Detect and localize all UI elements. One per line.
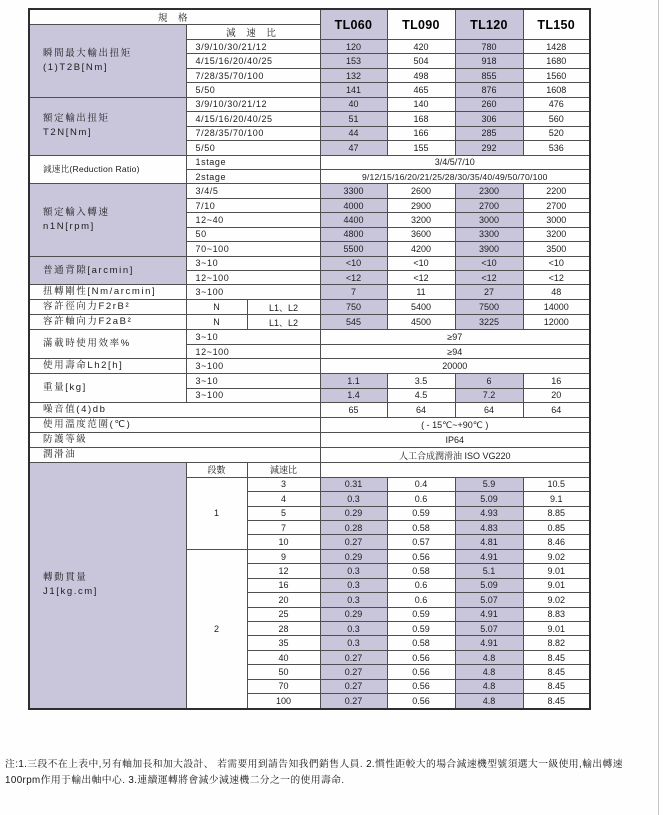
ratio-cell: 7: [247, 520, 320, 534]
stage-cell: 2stage: [186, 169, 320, 183]
unit-cell: N: [186, 300, 247, 315]
model-header-tl120: TL120: [455, 9, 523, 40]
value-cell: 0.3: [320, 593, 387, 607]
value-cell: 153: [320, 54, 387, 68]
ratio-cell: 3/4/5: [186, 184, 320, 198]
value-cell: 8.83: [523, 607, 590, 621]
ratio-cell: 3/9/10/30/21/12: [186, 97, 320, 111]
value-cell: 8.45: [523, 650, 590, 664]
value-cell: 4.91: [455, 636, 523, 650]
specification-table: [28, 8, 591, 710]
ratio-cell: 20: [247, 593, 320, 607]
value-cell-span: ≥97: [320, 330, 590, 344]
value-cell: 0.3: [320, 622, 387, 636]
value-cell: 3900: [455, 242, 523, 256]
value-cell: 0.58: [387, 636, 455, 650]
value-cell: 1.4: [320, 388, 387, 402]
value-cell: 0.27: [320, 650, 387, 664]
value-cell: 504: [387, 54, 455, 68]
value-cell: 8.45: [523, 694, 590, 709]
value-cell: 0.59: [387, 506, 455, 520]
ratio-header: 減 速 比: [186, 25, 320, 40]
value-cell: 2200: [523, 184, 590, 198]
row-label-line1: 額定輸出扭矩: [43, 113, 110, 125]
value-cell: 9.1: [523, 492, 590, 506]
value-cell-span: IP64: [320, 433, 590, 448]
ratio-header-cell: 減速比: [247, 463, 320, 477]
value-cell: 3000: [523, 213, 590, 227]
value-cell: 0.29: [320, 607, 387, 621]
row-label-service-life: 使用壽命Lh2[h]: [29, 359, 186, 374]
value-cell: 4500: [387, 315, 455, 330]
value-cell: <12: [523, 271, 590, 285]
value-cell: 9.01: [523, 622, 590, 636]
value-cell: 306: [455, 112, 523, 126]
ratio-cell: 7/28/35/70/100: [186, 126, 320, 140]
value-cell: 8.82: [523, 636, 590, 650]
value-cell: 260: [455, 97, 523, 111]
ratio-cell: 4/15/16/20/40/25: [186, 112, 320, 126]
row-label-axial-force: 容許軸向力F2aB²: [29, 315, 186, 330]
value-cell: <12: [387, 271, 455, 285]
ratio-cell: 16: [247, 578, 320, 592]
value-cell: 1608: [523, 83, 590, 97]
value-cell: 0.4: [387, 477, 455, 491]
ratio-cell: 3: [247, 477, 320, 491]
value-cell: 4000: [320, 198, 387, 212]
value-cell: 64: [455, 403, 523, 418]
value-cell: 498: [387, 68, 455, 82]
value-cell: 4.91: [455, 549, 523, 563]
value-cell: 476: [523, 97, 590, 111]
value-cell: 1560: [523, 68, 590, 82]
ratio-cell: 3~100: [186, 388, 320, 402]
value-cell: 0.29: [320, 549, 387, 563]
row-label-line2: T2N[Nm]: [43, 127, 93, 139]
value-cell: 64: [387, 403, 455, 418]
ratio-cell: 100: [247, 694, 320, 709]
row-label-reduction-ratio: 減速比(Reduction Ratio): [29, 155, 186, 184]
value-cell: 5.09: [455, 578, 523, 592]
row-label-line2: (1)T2B[Nm]: [43, 61, 109, 73]
stage-number-cell: 2: [186, 549, 247, 708]
value-cell: 64: [523, 403, 590, 418]
value-cell: 141: [320, 83, 387, 97]
ratio-cell: 12~100: [186, 271, 320, 285]
value-cell: 0.57: [387, 535, 455, 549]
value-cell: 47: [320, 141, 387, 155]
value-cell: 0.31: [320, 477, 387, 491]
value-cell: <10: [523, 256, 590, 270]
value-cell: 4.81: [455, 535, 523, 549]
value-cell: 0.29: [320, 506, 387, 520]
ratio-cell: 10: [247, 535, 320, 549]
value-cell: 0.59: [387, 607, 455, 621]
value-cell: 3500: [523, 242, 590, 256]
ratio-cell: 70: [247, 679, 320, 693]
value-cell: 3225: [455, 315, 523, 330]
ratio-cell: 3~100: [186, 285, 320, 300]
row-label-line2: n1N[rpm]: [43, 220, 95, 232]
ratio-cell: 12~100: [186, 344, 320, 358]
value-cell: 0.3: [320, 492, 387, 506]
row-label-inertia: [29, 463, 186, 709]
value-cell: 140: [387, 97, 455, 111]
value-cell: 3200: [523, 227, 590, 241]
row-label-temperature: 使用溫度范圍(℃): [29, 418, 320, 433]
value-cell: 5.07: [455, 593, 523, 607]
value-cell: 0.27: [320, 665, 387, 679]
value-cell: 5.9: [455, 477, 523, 491]
row-label-line2: J1[kg.cm]: [43, 586, 99, 598]
value-cell: 876: [455, 83, 523, 97]
value-cell: 0.59: [387, 622, 455, 636]
value-cell: 155: [387, 141, 455, 155]
value-cell: <10: [387, 256, 455, 270]
ratio-cell: 9: [247, 549, 320, 563]
row-label-stiffness: 扭轉剛性[Nm/arcmin]: [29, 285, 186, 300]
value-cell: 8.46: [523, 535, 590, 549]
value-cell: 0.6: [387, 492, 455, 506]
ratio-cell: 12~40: [186, 213, 320, 227]
value-cell: 65: [320, 403, 387, 418]
row-label-radial-force: 容許徑向力F2rB²: [29, 300, 186, 315]
value-cell: 3300: [455, 227, 523, 241]
value-cell: 5500: [320, 242, 387, 256]
value-cell: 14000: [523, 300, 590, 315]
model-header-tl150: TL150: [523, 9, 590, 40]
stage-header-cell: 段數: [186, 463, 247, 477]
value-cell: 120: [320, 40, 387, 54]
value-cell: 7: [320, 285, 387, 300]
row-label-backlash: 普通背隙[arcmin]: [29, 256, 186, 285]
value-cell: 0.56: [387, 694, 455, 709]
value-cell: 4400: [320, 213, 387, 227]
value-cell: 2900: [387, 198, 455, 212]
ratio-cell: 50: [247, 665, 320, 679]
value-cell: 545: [320, 315, 387, 330]
value-cell: 0.3: [320, 578, 387, 592]
value-cell: 0.6: [387, 578, 455, 592]
ratio-cell: 3~10: [186, 330, 320, 344]
value-cell: 0.56: [387, 650, 455, 664]
value-cell: 2600: [387, 184, 455, 198]
value-cell-span: ( - 15℃~+90℃ ): [320, 418, 590, 433]
value-cell: 3200: [387, 213, 455, 227]
value-cell: 4.8: [455, 679, 523, 693]
page-edge-line: [658, 0, 659, 815]
value-cell: 3300: [320, 184, 387, 198]
value-cell: 27: [455, 285, 523, 300]
value-cell: 9.01: [523, 564, 590, 578]
value-cell: 1.1: [320, 374, 387, 388]
value-cell: 8.85: [523, 506, 590, 520]
ratio-cell: 3~10: [186, 374, 320, 388]
ratio-cell: 7/28/35/70/100: [186, 68, 320, 82]
empty-cell: [320, 463, 590, 477]
value-cell: 48: [523, 285, 590, 300]
row-label-line1: 瞬間最大輸出扭矩: [43, 47, 132, 59]
value-cell: 918: [455, 54, 523, 68]
value-cell: 0.85: [523, 520, 590, 534]
value-cell: 40: [320, 97, 387, 111]
value-cell: 0.58: [387, 564, 455, 578]
value-cell: 5400: [387, 300, 455, 315]
row-label-line1: 額定輸入轉速: [43, 206, 110, 218]
ratio-cell: 3~10: [186, 256, 320, 270]
ratio-cell: 4: [247, 492, 320, 506]
unit-cell: N: [186, 315, 247, 330]
value-cell: 3600: [387, 227, 455, 241]
value-cell: 4.8: [455, 694, 523, 709]
stage-cell: 1stage: [186, 155, 320, 169]
value-cell: 1680: [523, 54, 590, 68]
value-cell: 8.45: [523, 665, 590, 679]
value-cell: 51: [320, 112, 387, 126]
value-cell: 520: [523, 126, 590, 140]
value-cell: 2700: [455, 198, 523, 212]
value-cell: 3.5: [387, 374, 455, 388]
value-cell: 855: [455, 68, 523, 82]
value-cell: 4.8: [455, 665, 523, 679]
value-cell: 10.5: [523, 477, 590, 491]
value-cell: 12000: [523, 315, 590, 330]
value-cell: 2300: [455, 184, 523, 198]
value-cell-span: 20000: [320, 359, 590, 374]
value-cell: 4.91: [455, 607, 523, 621]
value-cell-span: ≥94: [320, 344, 590, 358]
value-cell: 166: [387, 126, 455, 140]
value-cell: 8.45: [523, 679, 590, 693]
ratio-cell: 25: [247, 607, 320, 621]
value-cell: 0.56: [387, 679, 455, 693]
value-cell: 0.58: [387, 520, 455, 534]
row-label-t2n: [29, 97, 186, 155]
value-cell: 20: [523, 388, 590, 402]
ratio-cell: 12: [247, 564, 320, 578]
value-cell: 750: [320, 300, 387, 315]
value-cell: 0.27: [320, 679, 387, 693]
value-cell: 536: [523, 141, 590, 155]
value-cell: 3000: [455, 213, 523, 227]
row-label-efficiency: 滿載時使用效率%: [29, 330, 186, 359]
value-cell: 4.93: [455, 506, 523, 520]
value-cell: <10: [320, 256, 387, 270]
ratio-cell: 3/9/10/30/21/12: [186, 40, 320, 54]
value-cell-span: 人工合成潤滑油 ISO VG220: [320, 448, 590, 463]
value-cell: 0.3: [320, 564, 387, 578]
row-label-input-speed: [29, 184, 186, 256]
value-cell: 44: [320, 126, 387, 140]
unit-cell: L1、L2: [247, 300, 320, 315]
ratio-cell: 5/50: [186, 141, 320, 155]
value-cell: 9.02: [523, 593, 590, 607]
row-label-line1: 轉動貫量: [43, 572, 88, 584]
value-cell-span: 9/12/15/16/20/21/25/28/30/35/40/49/50/70/100: [320, 169, 590, 183]
value-cell: 4.83: [455, 520, 523, 534]
ratio-cell: 40: [247, 650, 320, 664]
value-cell: 560: [523, 112, 590, 126]
value-cell: 0.3: [320, 636, 387, 650]
value-cell: 168: [387, 112, 455, 126]
ratio-cell: 35: [247, 636, 320, 650]
unit-cell: L1、L2: [247, 315, 320, 330]
value-cell: 4800: [320, 227, 387, 241]
value-cell: 0.6: [387, 593, 455, 607]
value-cell: 4.8: [455, 650, 523, 664]
value-cell: 4.5: [387, 388, 455, 402]
value-cell: 0.27: [320, 535, 387, 549]
value-cell: 4200: [387, 242, 455, 256]
value-cell: 9.01: [523, 578, 590, 592]
ratio-cell: 5/50: [186, 83, 320, 97]
ratio-cell: 4/15/16/20/40/25: [186, 54, 320, 68]
row-label-protection: 防護等級: [29, 433, 320, 448]
value-cell: 0.27: [320, 694, 387, 709]
row-label-t2b: [29, 25, 186, 98]
value-cell: 7.2: [455, 388, 523, 402]
value-cell-span: 3/4/5/7/10: [320, 155, 590, 169]
value-cell: 5.09: [455, 492, 523, 506]
value-cell: 5.1: [455, 564, 523, 578]
ratio-cell: 70~100: [186, 242, 320, 256]
value-cell: 0.28: [320, 520, 387, 534]
value-cell: 0.56: [387, 665, 455, 679]
row-label-noise: 噪音值(4)db: [29, 403, 320, 418]
ratio-cell: 28: [247, 622, 320, 636]
ratio-cell: 50: [186, 227, 320, 241]
spec-header: 規 格: [29, 9, 320, 25]
value-cell: 1428: [523, 40, 590, 54]
value-cell: 292: [455, 141, 523, 155]
value-cell: 132: [320, 68, 387, 82]
value-cell: <10: [455, 256, 523, 270]
row-label-weight: 重量[kg]: [29, 374, 186, 403]
value-cell: 285: [455, 126, 523, 140]
value-cell: 6: [455, 374, 523, 388]
value-cell: 7500: [455, 300, 523, 315]
value-cell: 420: [387, 40, 455, 54]
value-cell: 9.02: [523, 549, 590, 563]
value-cell: 11: [387, 285, 455, 300]
value-cell: 465: [387, 83, 455, 97]
value-cell: 5.07: [455, 622, 523, 636]
value-cell: <12: [320, 271, 387, 285]
ratio-cell: 3~100: [186, 359, 320, 374]
value-cell: <12: [455, 271, 523, 285]
value-cell: 0.56: [387, 549, 455, 563]
model-header-tl090: TL090: [387, 9, 455, 40]
model-header-tl060: TL060: [320, 9, 387, 40]
row-label-lubricant: 潤滑油: [29, 448, 320, 463]
ratio-cell: 7/10: [186, 198, 320, 212]
value-cell: 2700: [523, 198, 590, 212]
ratio-cell: 5: [247, 506, 320, 520]
stage-number-cell: 1: [186, 477, 247, 549]
footnote-text: 注:1.三段不在上表中,另有軸加長和加大設計、 若需要用到請告知我們銷售人員. 2.慣性距較大的場合減速機型號須選大一級使用,輸出轉速100rpm作用于輸出軸中心. 3.連續運轉將會減少減速機二分之一的使用壽命.: [5, 759, 623, 786]
value-cell: 780: [455, 40, 523, 54]
value-cell: 16: [523, 374, 590, 388]
